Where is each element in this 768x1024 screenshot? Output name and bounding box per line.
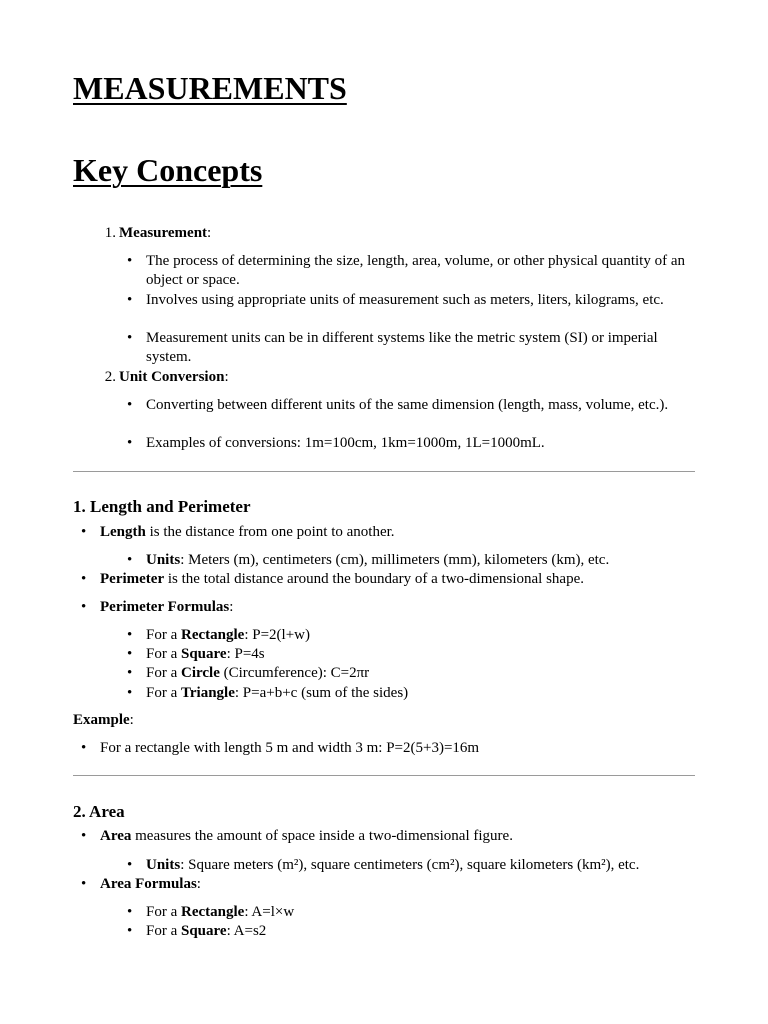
list-item: • Examples of conversions: 1m=100cm, 1km=1000m, 1L=1000mL. [127, 435, 545, 451]
formula-item: • For a Rectangle: P=2(l+w) [127, 627, 310, 643]
formula-item: • For a Circle (Circumference): C=2πr [127, 665, 370, 681]
concept-label: Measurement [119, 225, 208, 241]
list-item: • Measurement units can be in different systems like the metric system (SI) or imperial system. [127, 330, 658, 365]
list-item: • Area measures the amount of space inside a two-dimensional figure. [81, 828, 513, 844]
list-item: • Converting between different units of the same dimension (length, mass, volume, etc.). [127, 397, 669, 413]
list-item: • Units: Meters (m), centimeters (cm), millimeters (mm), kilometers (km), etc. [127, 552, 610, 568]
list-item: • Area Formulas: [81, 876, 201, 892]
key-concepts-heading: Key Concepts [73, 152, 263, 188]
formula-item: • For a Rectangle: A=l×w [127, 904, 295, 920]
concept-number: 2. [104, 369, 116, 385]
formula-item: • For a Triangle: P=a+b+c (sum of the sides) [127, 685, 409, 701]
section-heading-length-perimeter: 1. Length and Perimeter [73, 497, 251, 516]
list-item: • Units: Square meters (m²), square centimeters (cm²), square kilometers (km²), etc. [127, 857, 640, 873]
list-item: • The process of determining the size, length, area, volume, or other physical quantity of an object or space. [127, 253, 685, 288]
section-divider [73, 775, 695, 776]
list-item: • Perimeter is the total distance around the boundary of a two-dimensional shape. [81, 571, 584, 587]
concept-label: Unit Conversion [119, 369, 225, 385]
section-divider [73, 471, 695, 472]
document-title: MEASUREMENTS [73, 70, 347, 106]
section-heading-area: 2. Area [73, 802, 125, 821]
example-label: Example: [73, 712, 134, 728]
list-item: • Involves using appropriate units of measurement such as meters, liters, kilograms, etc. [127, 292, 664, 308]
formula-item: • For a Square: A=s2 [127, 923, 267, 939]
formula-item: • For a Square: P=4s [127, 646, 265, 662]
list-item: • Length is the distance from one point to another. [81, 524, 395, 540]
concept-number: 1. [104, 225, 116, 241]
list-item: • For a rectangle with length 5 m and width 3 m: P=2(5+3)=16m [81, 740, 480, 756]
list-item: • Perimeter Formulas: [81, 599, 234, 615]
